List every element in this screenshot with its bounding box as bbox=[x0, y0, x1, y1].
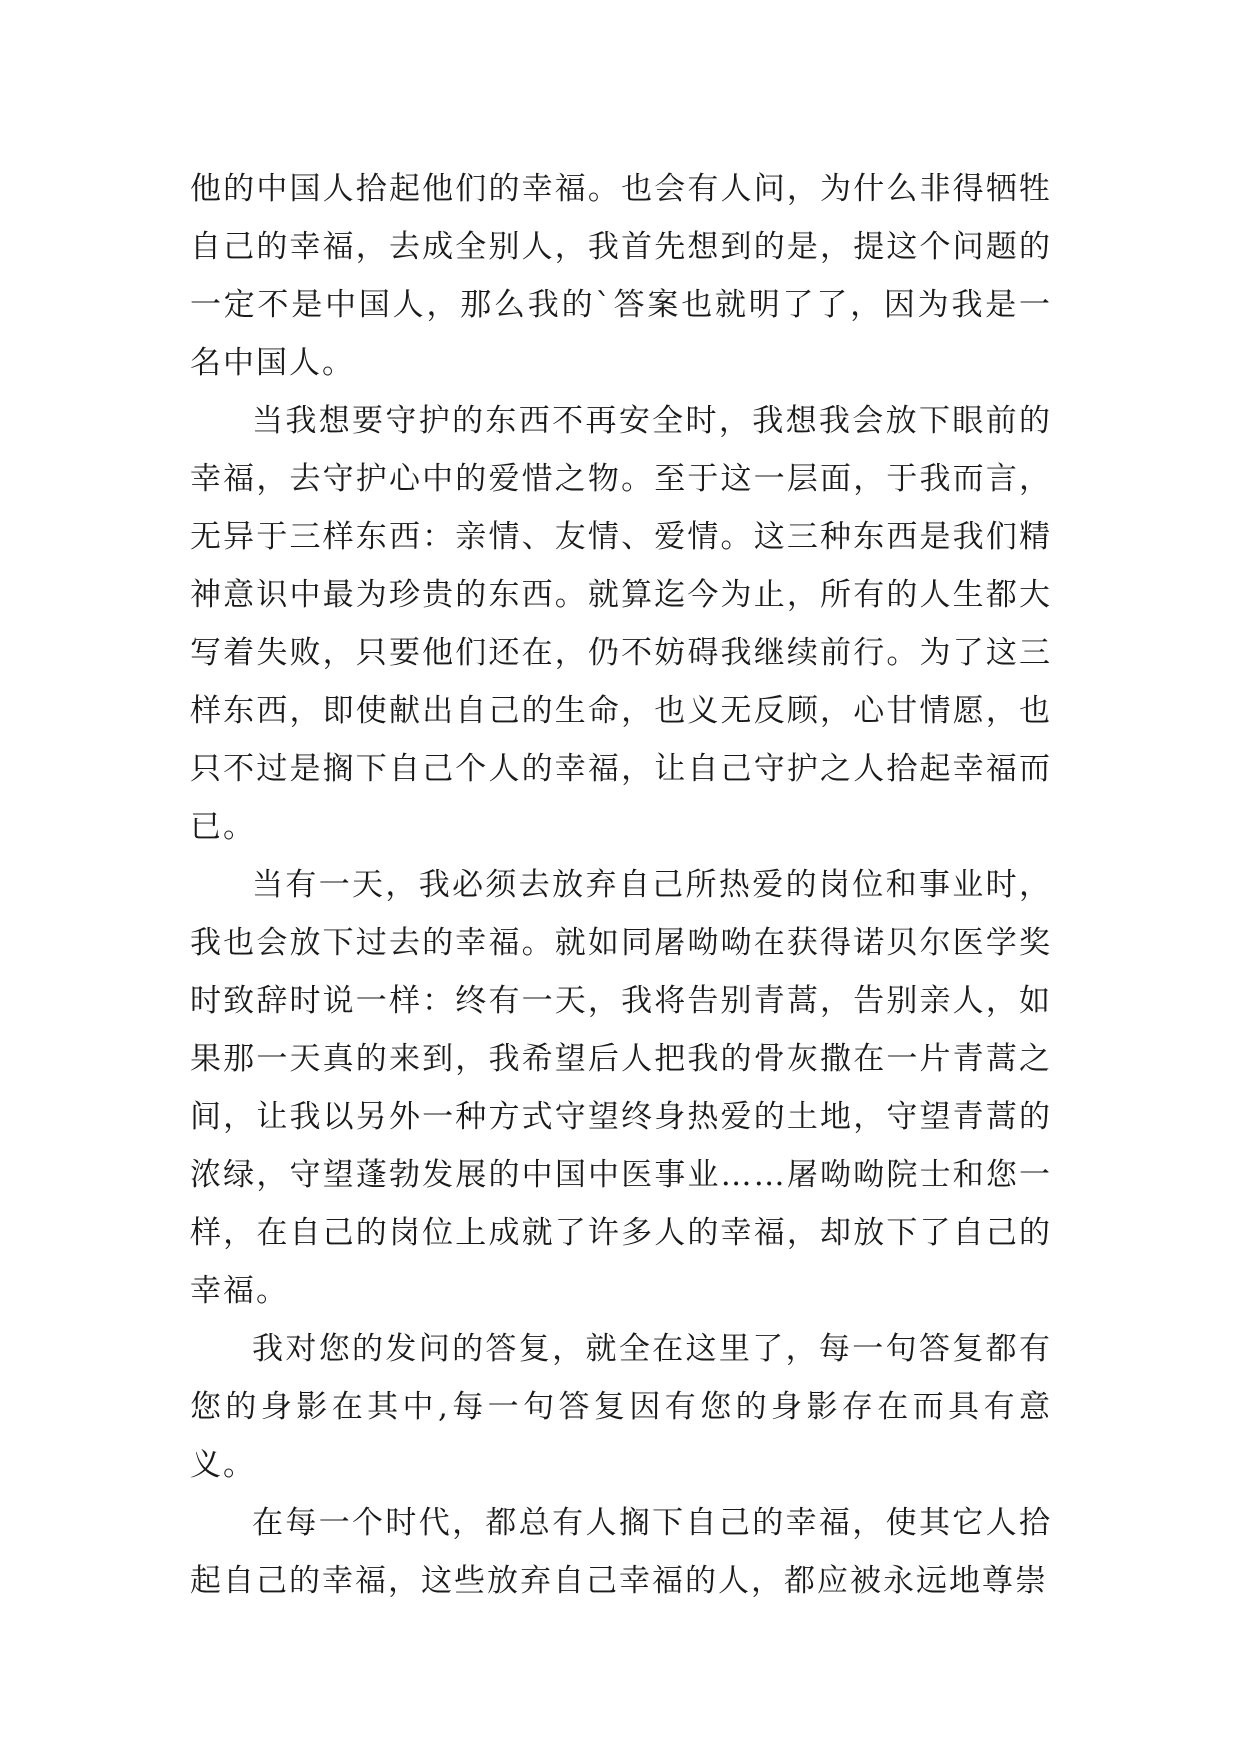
paragraph-5: 在每一个时代，都总有人搁下自己的幸福，使其它人拾起自己的幸福，这些放弃自己幸福的人，都应被永远地尊崇 bbox=[190, 1505, 1052, 1599]
paragraph-2: 当我想要守护的东西不再安全时，我想我会放下眼前的幸福，去守护心中的爱惜之物。至于这一层面，于我而言，无异于三样东西：亲情、友情、爱情。这三种东西是我们精神意识中最为珍贵的东西。就算迄今为止，所有的人生都大写着失败，只要他们还在，仍不妨碍我继续前行。为了这三样东西，即使献出自己的生命，也义无反顾，心甘情愿，也只不过是搁下自己个人的幸福，让自己守护之人拾起幸福而已。 bbox=[190, 403, 1052, 845]
paragraph-3: 当有一天，我必须去放弃自己所热爱的岗位和事业时，我也会放下过去的幸福。就如同屠呦呦在获得诺贝尔医学奖时致辞时说一样：终有一天，我将告别青蒿，告别亲人，如果那一天真的来到，我希望后人把我的骨灰撒在一片青蒿之间，让我以另外一种方式守望终身热爱的土地，守望青蒿的浓绿，守望蓬勃发展的中国中医事业……屠呦呦院士和您一样，在自己的岗位上成就了许多人的幸福，却放下了自己的幸福。 bbox=[190, 867, 1052, 1309]
paragraph-1: 他的中国人拾起他们的幸福。也会有人问，为什么非得牺牲自己的幸福，去成全别人，我首先想到的是，提这个问题的一定不是中国人，那么我的`答案也就明了了，因为我是一名中国人。 bbox=[190, 171, 1052, 381]
document-body bbox=[190, 160, 1052, 1610]
paragraph-4: 我对您的发问的答复，就全在这里了，每一句答复都有您的身影在其中,每一句答复因有您的身影存在而具有意义。 bbox=[190, 1331, 1052, 1483]
